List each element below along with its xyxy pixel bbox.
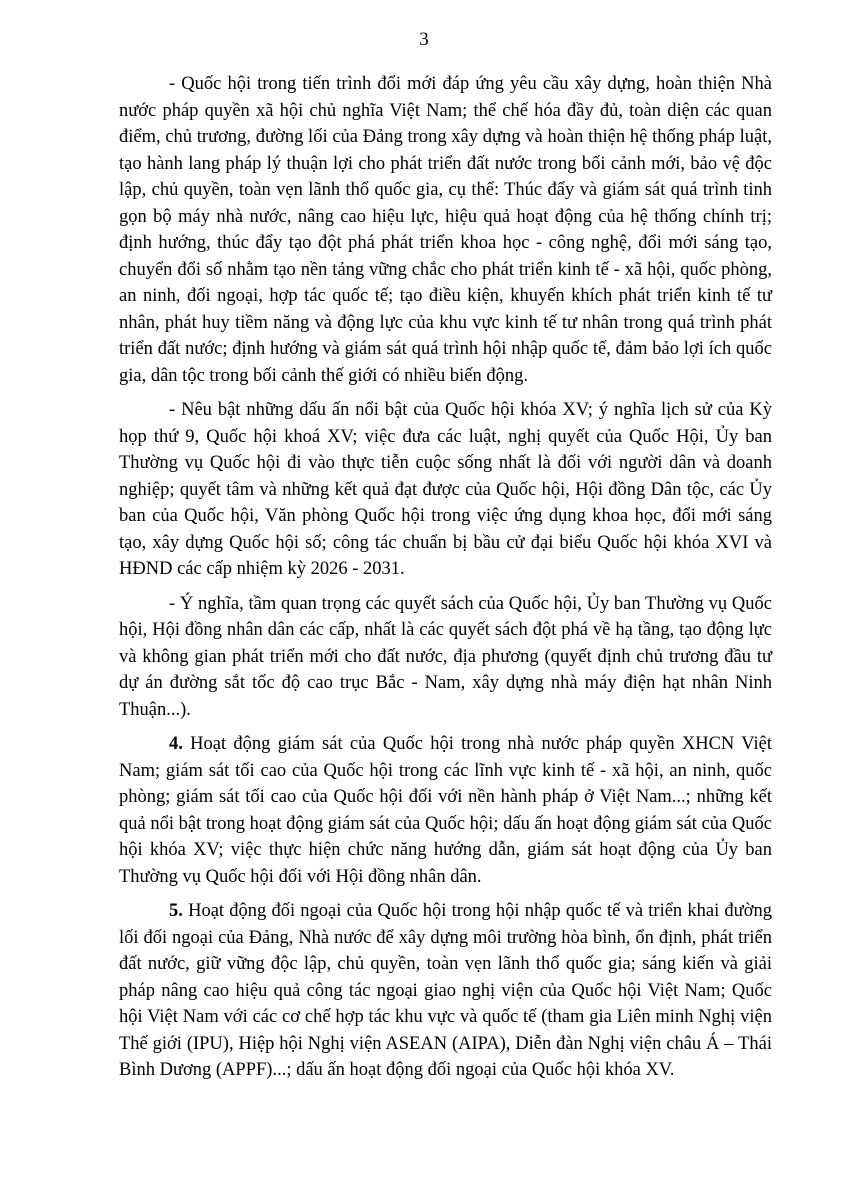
paragraph-item-5-foreign-affairs [119, 898, 772, 1084]
paragraph-text: Hoạt động giám sát của Quốc hội trong nhà nước pháp quyền XHCN Việt Nam; giám sát tối cao của Quốc hội trong các lĩnh vực kinh tế - xã hội, an ninh, quốc phòng; giám sát tối cao của Quốc hội đối với nền hành pháp ở Việt Nam...; những kết quả nổi bật trong hoạt động giám sát của Quốc hội; dấu ấn hoạt động giám sát của Quốc hội khóa XV; việc thực hiện chức năng hướng dẫn, giám sát hoạt động của Ủy ban Thường vụ Quốc hội đối với Hội đồng nhân dân. [119, 734, 772, 887]
paragraph-text: Hoạt động đối ngoại của Quốc hội trong hội nhập quốc tế và triển khai đường lối đối ngoại của Đảng, Nhà nước để xây dựng môi trường hòa bình, ổn định, phát triển đất nước, giữ vững độc lập, chủ quyền, toàn vẹn lãnh thổ quốc gia; sáng kiến và giải pháp nâng cao hiệu quả công tác ngoại giao nghị viện của Quốc hội Việt Nam; Quốc hội Việt Nam với các cơ chế hợp tác khu vực và quốc tế (tham gia Liên minh Nghị viện Thế giới (IPU), Hiệp hội Nghị viện ASEAN (AIPA), Diễn đàn Nghị viện châu Á – Thái Bình Dương (APPF)...; dấu ấn hoạt động đối ngoại của Quốc hội khóa XV. [119, 901, 772, 1080]
paragraph-text: - Quốc hội trong tiến trình đổi mới đáp ứng yêu cầu xây dựng, hoàn thiện Nhà nước pháp quyền xã hội chủ nghĩa Việt Nam; thể chế hóa đầy đủ, toàn diện các quan điểm, chủ trương, đường lối của Đảng trong xây dựng và hoàn thiện hệ thống pháp luật, tạo hành lang pháp lý thuận lợi cho phát triển đất nước trong bối cảnh mới, bảo vệ độc lập, chủ quyền, toàn vẹn lãnh thổ quốc gia, cụ thể: Thúc đẩy và giám sát quá trình tinh gọn bộ máy nhà nước, nâng cao hiệu lực, hiệu quả hoạt động của hệ thống chính trị; định hướng, thúc đẩy tạo đột phá phát triển khoa học - công nghệ, đổi mới sáng tạo, chuyển đổi số nhằm tạo nền tảng vững chắc cho phát triển kinh tế - xã hội, quốc phòng, an ninh, đối ngoại, hợp tác quốc tế; tạo điều kiện, khuyến khích phát triển kinh tế tư nhân, phát huy tiềm năng và động lực của khu vực kinh tế tư nhân trong quá trình phát triển đất nước; định hướng và giám sát quá trình hội nhập quốc tế, đảm bảo lợi ích quốc gia, dân tộc trong bối cảnh thế giới có nhiều biến động. [119, 74, 772, 386]
paragraph-decisions-significance [119, 591, 772, 724]
paragraph-national-assembly-reform [119, 71, 772, 389]
paragraph-text: - Nêu bật những dấu ấn nổi bật của Quốc hội khóa XV; ý nghĩa lịch sử của Kỳ họp thứ 9, Quốc hội khoá XV; việc đưa các luật, nghị quyết của Quốc Hội, Ủy ban Thường vụ Quốc hội đi vào thực tiễn cuộc sống nhất là đối với người dân và doanh nghiệp; quyết tâm và những kết quả đạt được của Quốc hội, Hội đồng Dân tộc, các Ủy ban của Quốc hội, Văn phòng Quốc hội trong việc ứng dụng khoa học, đổi mới sáng tạo, xây dựng Quốc hội số; công tác chuẩn bị bầu cử đại biểu Quốc hội khóa XVI và HĐND các cấp nhiệm kỳ 2026 - 2031. [119, 400, 772, 579]
page-number: 3 [419, 29, 429, 50]
paragraph-text: - Ý nghĩa, tầm quan trọng các quyết sách của Quốc hội, Ủy ban Thường vụ Quốc hội, Hội đồng nhân dân các cấp, nhất là các quyết sách đột phá về hạ tầng, tạo động lực và không gian phát triển mới cho đất nước, địa phương (quyết định chủ trương đầu tư dự án đường sắt tốc độ cao trục Bắc - Nam, xây dựng nhà máy điện hạt nhân Ninh Thuận...). [119, 593, 772, 720]
paragraph-highlights-xv [119, 397, 772, 583]
paragraph-item-4-supervision [119, 731, 772, 890]
item-number: 5. [169, 901, 183, 921]
document-body [119, 71, 772, 1092]
item-number: 4. [169, 734, 183, 754]
